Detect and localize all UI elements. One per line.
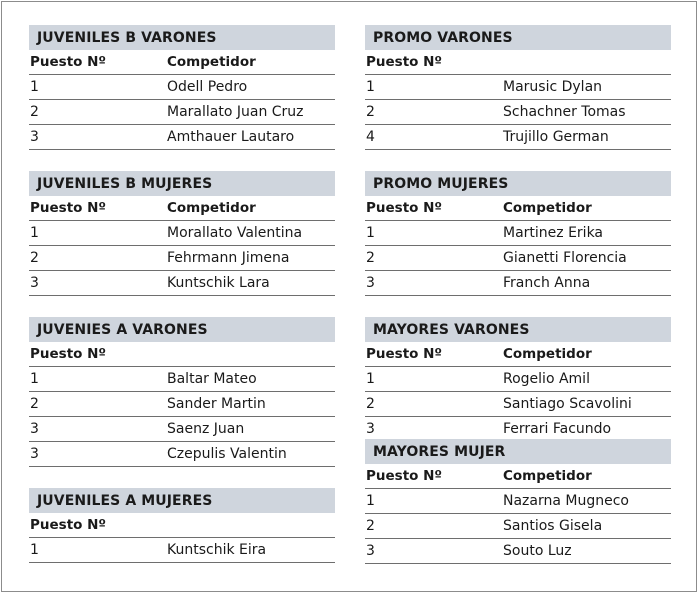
table-header — [29, 196, 335, 221]
table-row — [365, 75, 671, 100]
table-row — [365, 271, 671, 296]
table-row — [29, 100, 335, 125]
place-cell: 2 — [30, 250, 39, 266]
table-row — [365, 514, 671, 539]
place-cell: 1 — [366, 493, 375, 509]
header-puesto: Puesto Nº — [366, 54, 443, 70]
competitor-cell: Marallato Juan Cruz — [167, 104, 304, 120]
place-cell: 3 — [30, 129, 39, 145]
competitor-cell: Schachner Tomas — [503, 104, 626, 120]
table-row — [29, 125, 335, 150]
place-cell: 3 — [366, 543, 375, 559]
table-row — [365, 489, 671, 514]
table-header — [365, 342, 671, 367]
competitor-cell: Franch Anna — [503, 275, 591, 291]
section-title: PROMO MUJERES — [365, 171, 671, 196]
header-puesto: Puesto Nº — [366, 346, 443, 362]
competitor-cell: Santiago Scavolini — [503, 396, 632, 412]
section-title: JUVENILES B VARONES — [29, 25, 335, 50]
table-row — [29, 367, 335, 392]
section-title: JUVENILES B MUJERES — [29, 171, 335, 196]
table-row — [365, 100, 671, 125]
table-row — [29, 392, 335, 417]
table-row — [365, 125, 671, 150]
place-cell: 1 — [366, 225, 375, 241]
section-title: PROMO VARONES — [365, 25, 671, 50]
table-header — [365, 196, 671, 221]
table-row — [29, 246, 335, 271]
competitor-cell: Santios Gisela — [503, 518, 603, 534]
place-cell: 1 — [30, 371, 39, 387]
results-table — [29, 488, 335, 563]
table-row — [29, 538, 335, 563]
competitor-cell: Rogelio Amil — [503, 371, 590, 387]
table-row — [365, 539, 671, 564]
table-row — [365, 246, 671, 271]
place-cell: 1 — [366, 79, 375, 95]
header-puesto: Puesto Nº — [30, 346, 107, 362]
table-row — [365, 392, 671, 417]
place-cell: 2 — [366, 396, 375, 412]
section-title: MAYORES MUJER — [365, 439, 671, 464]
header-competidor: Competidor — [503, 346, 592, 362]
competitor-cell: Amthauer Lautaro — [167, 129, 295, 145]
results-table — [29, 171, 335, 296]
competitor-cell: Sander Martin — [167, 396, 266, 412]
results-table — [365, 25, 671, 150]
place-cell: 3 — [366, 421, 375, 437]
table-row — [29, 442, 335, 467]
table-header — [365, 50, 671, 75]
competitor-cell: Gianetti Florencia — [503, 250, 627, 266]
place-cell: 2 — [366, 104, 375, 120]
competitor-cell: Marusic Dylan — [503, 79, 603, 95]
place-cell: 2 — [30, 396, 39, 412]
place-cell: 2 — [366, 250, 375, 266]
competitor-cell: Czepulis Valentin — [167, 446, 287, 462]
place-cell: 4 — [366, 129, 375, 145]
competitor-cell: Saenz Juan — [167, 421, 245, 437]
place-cell: 1 — [30, 225, 39, 241]
place-cell: 2 — [30, 104, 39, 120]
header-puesto: Puesto Nº — [366, 468, 443, 484]
table-row — [29, 271, 335, 296]
table-row — [365, 221, 671, 246]
competitor-cell: Baltar Mateo — [167, 371, 257, 387]
table-header — [365, 464, 671, 489]
table-row — [365, 367, 671, 392]
table-header — [29, 50, 335, 75]
header-puesto: Puesto Nº — [30, 200, 107, 216]
competitor-cell: Martinez Erika — [503, 225, 604, 241]
header-competidor: Competidor — [167, 200, 256, 216]
place-cell: 1 — [366, 371, 375, 387]
header-competidor: Competidor — [167, 54, 256, 70]
header-competidor: Competidor — [503, 468, 592, 484]
competitor-cell: Ferrari Facundo — [503, 421, 612, 437]
competitor-cell: Fehrmann Jimena — [167, 250, 290, 266]
header-competidor: Competidor — [503, 200, 592, 216]
competitor-cell: Odell Pedro — [167, 79, 248, 95]
results-table — [29, 25, 335, 150]
header-puesto: Puesto Nº — [30, 54, 107, 70]
table-row — [29, 221, 335, 246]
results-table — [365, 171, 671, 296]
section-title: JUVENILES A MUJERES — [29, 488, 335, 513]
section-title: MAYORES VARONES — [365, 317, 671, 342]
place-cell: 3 — [30, 446, 39, 462]
results-table — [365, 317, 671, 442]
place-cell: 3 — [366, 275, 375, 291]
table-header — [29, 342, 335, 367]
table-row — [29, 417, 335, 442]
header-puesto: Puesto Nº — [366, 200, 443, 216]
competitor-cell: Souto Luz — [503, 543, 572, 559]
competitor-cell: Kuntschik Eira — [167, 542, 267, 558]
place-cell: 3 — [30, 275, 39, 291]
place-cell: 3 — [30, 421, 39, 437]
results-table — [365, 439, 671, 564]
place-cell: 2 — [366, 518, 375, 534]
competitor-cell: Trujillo German — [503, 129, 609, 145]
place-cell: 1 — [30, 79, 39, 95]
table-row — [29, 75, 335, 100]
header-puesto: Puesto Nº — [30, 517, 107, 533]
competitor-cell: Morallato Valentina — [167, 225, 303, 241]
results-table — [29, 317, 335, 467]
competitor-cell: Kuntschik Lara — [167, 275, 270, 291]
place-cell: 1 — [30, 542, 39, 558]
section-title: JUVENIES A VARONES — [29, 317, 335, 342]
competitor-cell: Nazarna Mugneco — [503, 493, 629, 509]
table-header — [29, 513, 335, 538]
